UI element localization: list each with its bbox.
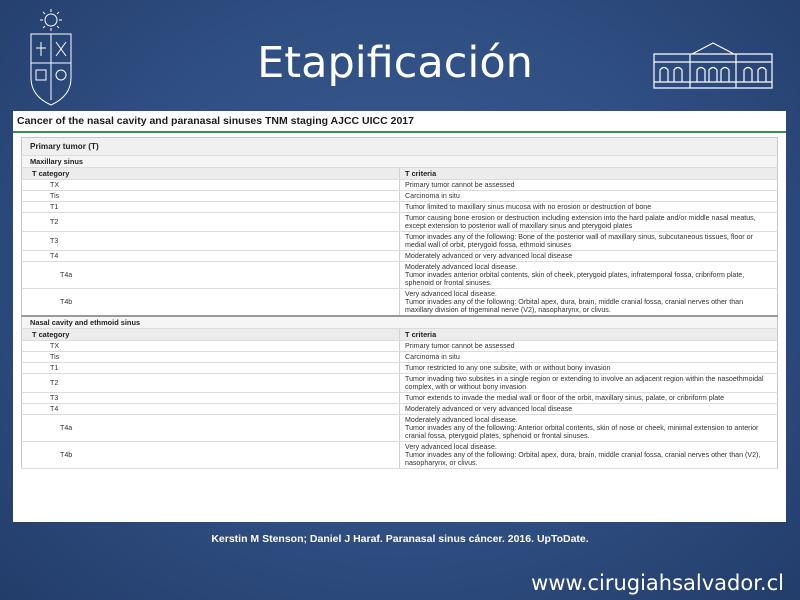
column-header-row: [22, 329, 778, 341]
table-row: [22, 232, 778, 251]
criteria-line: Tumor invades any of the following: Orbital apex, dura, brain, middle cranial fossa, cranial nerves other than maxillary division of trigeminal nerve (V2), nasopharynx, or clivus.: [405, 298, 744, 314]
criteria-line: Tumor invades any of the following: Orbital apex, dura, brain, middle cranial fossa, cranial nerves other than (V2), nasopharynx, or clivus.: [405, 451, 761, 467]
primary-tumor-label: Primary tumor (T): [22, 138, 778, 156]
section-header: [22, 156, 778, 168]
t-category-cell: T1: [22, 202, 400, 213]
criteria-line: Moderately advanced or very advanced local disease: [405, 252, 573, 260]
table-row: [22, 289, 778, 317]
table-row: [22, 262, 778, 289]
col-criteria-header: T criteria: [400, 329, 778, 341]
t-criteria-cell: [400, 374, 778, 393]
criteria-line: Tumor invades any of the following: Bone of the posterior wall of maxillary sinus, subcutaneous tissues, floor or medial wall of orbit, pterygoid fossa, ethmoid sinuses: [405, 233, 753, 249]
slide-title: Etapificación: [257, 38, 533, 88]
col-category-header: T category: [22, 329, 400, 341]
criteria-line: Very advanced local disease.: [405, 443, 497, 451]
criteria-line: Carcinoma in situ: [405, 192, 460, 200]
criteria-line: Moderately advanced local disease.: [405, 263, 518, 271]
t-category-cell: T4a: [22, 415, 400, 442]
t-category-cell: TX: [22, 180, 400, 191]
section-title: Maxillary sinus: [22, 156, 778, 168]
section-header: [22, 316, 778, 329]
table-row: [22, 393, 778, 404]
website-url[interactable]: www.cirugiahsalvador.cl: [531, 571, 784, 595]
t-category-cell: T4b: [22, 289, 400, 317]
t-criteria-cell: [400, 191, 778, 202]
table-row: [22, 251, 778, 262]
t-category-cell: T2: [22, 213, 400, 232]
table-row: [22, 202, 778, 213]
column-header-row: [22, 168, 778, 180]
t-criteria-cell: [400, 180, 778, 191]
t-criteria-cell: [400, 251, 778, 262]
t-category-cell: T4b: [22, 442, 400, 469]
t-criteria-cell: [400, 415, 778, 442]
t-category-cell: T3: [22, 393, 400, 404]
t-criteria-cell: [400, 442, 778, 469]
t-criteria-cell: [400, 213, 778, 232]
criteria-line: Tumor causing bone erosion or destruction including extension into the hard palate and/or middle nasal meatus, except extension to posterior wall of maxillary sinus and pterygoid plates: [405, 214, 756, 230]
col-category-header: T category: [22, 168, 400, 180]
t-category-cell: T4: [22, 404, 400, 415]
t-category-cell: Tis: [22, 191, 400, 202]
criteria-line: Primary tumor cannot be assessed: [405, 181, 515, 189]
t-category-cell: Tis: [22, 352, 400, 363]
section-title: Nasal cavity and ethmoid sinus: [22, 316, 778, 329]
t-category-cell: T3: [22, 232, 400, 251]
col-criteria-header: T criteria: [400, 168, 778, 180]
criteria-line: Moderately advanced or very advanced local disease: [405, 405, 573, 413]
t-criteria-cell: [400, 341, 778, 352]
table-row: [22, 404, 778, 415]
table-row: [22, 213, 778, 232]
criteria-line: Tumor extends to invade the medial wall or floor of the orbit, maxillary sinus, palate, or cribriform plate: [405, 394, 725, 402]
criteria-line: Tumor invades anterior orbital contents, skin of cheek, pterygoid plates, infratemporal fossa, cribriform plate, sphenoid or frontal sinuses.: [405, 271, 745, 287]
t-criteria-cell: [400, 363, 778, 374]
t-category-cell: T2: [22, 374, 400, 393]
t-criteria-cell: [400, 289, 778, 317]
t-category-cell: TX: [22, 341, 400, 352]
t-criteria-cell: [400, 404, 778, 415]
t-category-cell: T4a: [22, 262, 400, 289]
table-row: [22, 352, 778, 363]
table-row: [22, 191, 778, 202]
table-row: [22, 442, 778, 469]
criteria-line: Tumor limited to maxillary sinus mucosa with no erosion or destruction of bone: [405, 203, 652, 211]
table-row: [22, 363, 778, 374]
t-criteria-cell: [400, 262, 778, 289]
staging-table: [21, 137, 778, 469]
table-row: [22, 180, 778, 191]
primary-tumor-header: [22, 138, 778, 156]
t-category-cell: T4: [22, 251, 400, 262]
criteria-line: Tumor invades any of the following: Anterior orbital contents, skin of nose or cheek, minimal extension to anterior cranial fossa, pterygoid plates, sphenoid or frontal sinuses.: [405, 424, 759, 440]
criteria-line: Very advanced local disease.: [405, 290, 497, 298]
criteria-line: Tumor invading two subsites in a single region or extending to involve an adjacent region within the nasoethmoidal complex, with or without bony invasion: [405, 375, 764, 391]
criteria-line: Tumor restricted to any one subsite, with or without bony invasion: [405, 364, 611, 372]
t-criteria-cell: [400, 352, 778, 363]
t-criteria-cell: [400, 393, 778, 404]
criteria-line: Moderately advanced local disease.: [405, 416, 518, 424]
staging-document: [13, 111, 786, 522]
table-row: [22, 341, 778, 352]
table-row: [22, 415, 778, 442]
citation: Kerstin M Stenson; Daniel J Haraf. Paranasal sinus cáncer. 2016. UpToDate.: [211, 533, 589, 545]
table-row: [22, 374, 778, 393]
t-category-cell: T1: [22, 363, 400, 374]
criteria-line: Primary tumor cannot be assessed: [405, 342, 515, 350]
criteria-line: Carcinoma in situ: [405, 353, 460, 361]
document-title: Cancer of the nasal cavity and paranasal sinuses TNM staging AJCC UICC 2017: [13, 111, 786, 133]
t-criteria-cell: [400, 202, 778, 213]
t-criteria-cell: [400, 232, 778, 251]
